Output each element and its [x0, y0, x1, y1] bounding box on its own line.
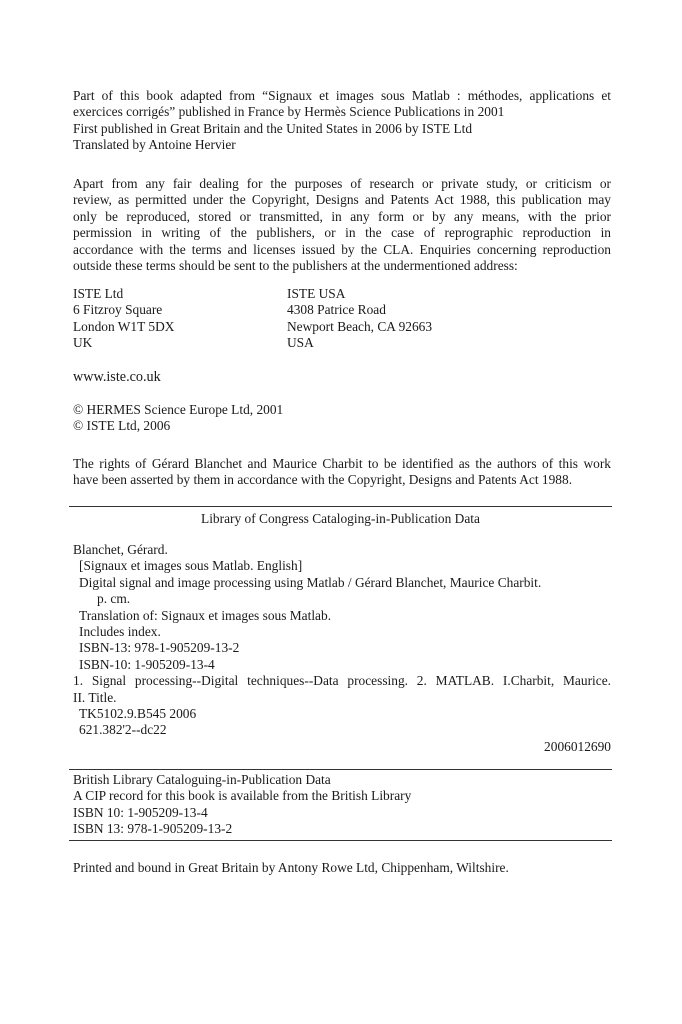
- publisher-addresses: [73, 286, 611, 354]
- bl-heading: British Library Cataloguing-in-Publication Data: [73, 772, 331, 787]
- rights-line-6: outside these terms should be sent to the publishers at the undermentioned address:: [73, 257, 518, 273]
- address-usa-line: USA: [287, 335, 314, 351]
- rights-line-1: Apart from any fair dealing for the purposes of research or private study, or criticism or: [73, 176, 611, 191]
- bl-isbn13: ISBN 13: 978-1-905209-13-2: [73, 821, 233, 837]
- address-uk-line: UK: [73, 335, 93, 351]
- address-uk-line: ISTE Ltd: [73, 286, 124, 301]
- loc-subjects-line-2: II. Title.: [73, 689, 117, 705]
- copyright-notices: [73, 402, 611, 435]
- history-line-4: Translated by Antoine Hervier: [73, 137, 236, 153]
- publication-history: [73, 88, 611, 154]
- copyright-line: © HERMES Science Europe Ltd, 2001: [73, 402, 284, 417]
- rights-line-2: review, as permitted under the Copyright, Designs and Patents Act 1988, this publication may: [73, 192, 611, 208]
- loc-heading: Library of Congress Cataloging-in-Publication Data: [201, 511, 480, 526]
- loc-index-note: Includes index.: [79, 624, 161, 640]
- address-uk-line: London W1T 5DX: [73, 318, 175, 334]
- loc-pagination: p. cm.: [97, 591, 131, 607]
- loc-call-number: TK5102.9.B545 2006: [79, 706, 197, 722]
- loc-record: [73, 542, 611, 755]
- divider: [69, 840, 612, 841]
- loc-title-statement: Digital signal and image processing using Matlab / Gérard Blanchet, Maurice Charbit.: [79, 574, 542, 590]
- history-line-2: exercices corrigés” published in France by Hermès Science Publications in 2001: [73, 104, 505, 120]
- loc-control-number: 2006012690: [544, 738, 611, 754]
- address-usa-line: 4308 Patrice Road: [287, 302, 386, 318]
- divider: [69, 769, 612, 770]
- address-usa-line: Newport Beach, CA 92663: [287, 318, 433, 334]
- authors-rights-line-2: have been asserted by them in accordance with the Copyright, Designs and Patents Act 1988.: [73, 472, 573, 488]
- loc-subjects-line-1: 1. Signal processing--Digital techniques--Data processing. 2. MATLAB. I.Charbit, Maurice.: [73, 673, 611, 689]
- bl-cip-note: A CIP record for this book is available from the British Library: [73, 788, 412, 804]
- history-line-3: First published in Great Britain and the United States in 2006 by ISTE Ltd: [73, 120, 473, 136]
- copyright-line: © ISTE Ltd, 2006: [73, 418, 171, 434]
- address-usa: [287, 286, 432, 352]
- history-line-1: Part of this book adapted from “Signaux et images sous Matlab : méthodes, applications et: [73, 88, 611, 103]
- website-link[interactable]: www.iste.co.uk: [73, 369, 161, 385]
- rights-notice: [73, 176, 611, 274]
- rights-line-4: permission in writing of the publishers, or in the case of reprographic reproduction in: [73, 225, 611, 241]
- loc-author: Blanchet, Gérard.: [73, 542, 168, 557]
- divider: [69, 506, 612, 507]
- address-usa-line: ISTE USA: [287, 286, 346, 301]
- loc-translation-note: Translation of: Signaux et images sous Matlab.: [79, 607, 332, 623]
- authors-rights-line-1: The rights of Gérard Blanchet and Maurice Charbit to be identified as the authors of this work: [73, 456, 611, 471]
- loc-dewey: 621.382'2--dc22: [79, 722, 167, 738]
- authors-rights: [73, 456, 611, 489]
- bl-isbn10: ISBN 10: 1-905209-13-4: [73, 804, 208, 820]
- address-uk-line: 6 Fitzroy Square: [73, 302, 163, 318]
- printer-note: [73, 860, 611, 876]
- loc-isbn13: ISBN-13: 978-1-905209-13-2: [79, 640, 240, 656]
- rights-line-5: accordance with the terms and licenses issued by the CLA. Enquiries concerning reproduction: [73, 241, 611, 257]
- address-uk: [73, 286, 174, 352]
- british-library-record: [73, 772, 611, 838]
- rights-line-3: only be reproduced, stored or transmitted, in any form or by any means, with the prior: [73, 208, 611, 224]
- loc-isbn10: ISBN-10: 1-905209-13-4: [79, 656, 215, 672]
- printer-line: Printed and bound in Great Britain by Antony Rowe Ltd, Chippenham, Wiltshire.: [73, 860, 509, 875]
- loc-uniform-title: [Signaux et images sous Matlab. English]: [79, 558, 303, 574]
